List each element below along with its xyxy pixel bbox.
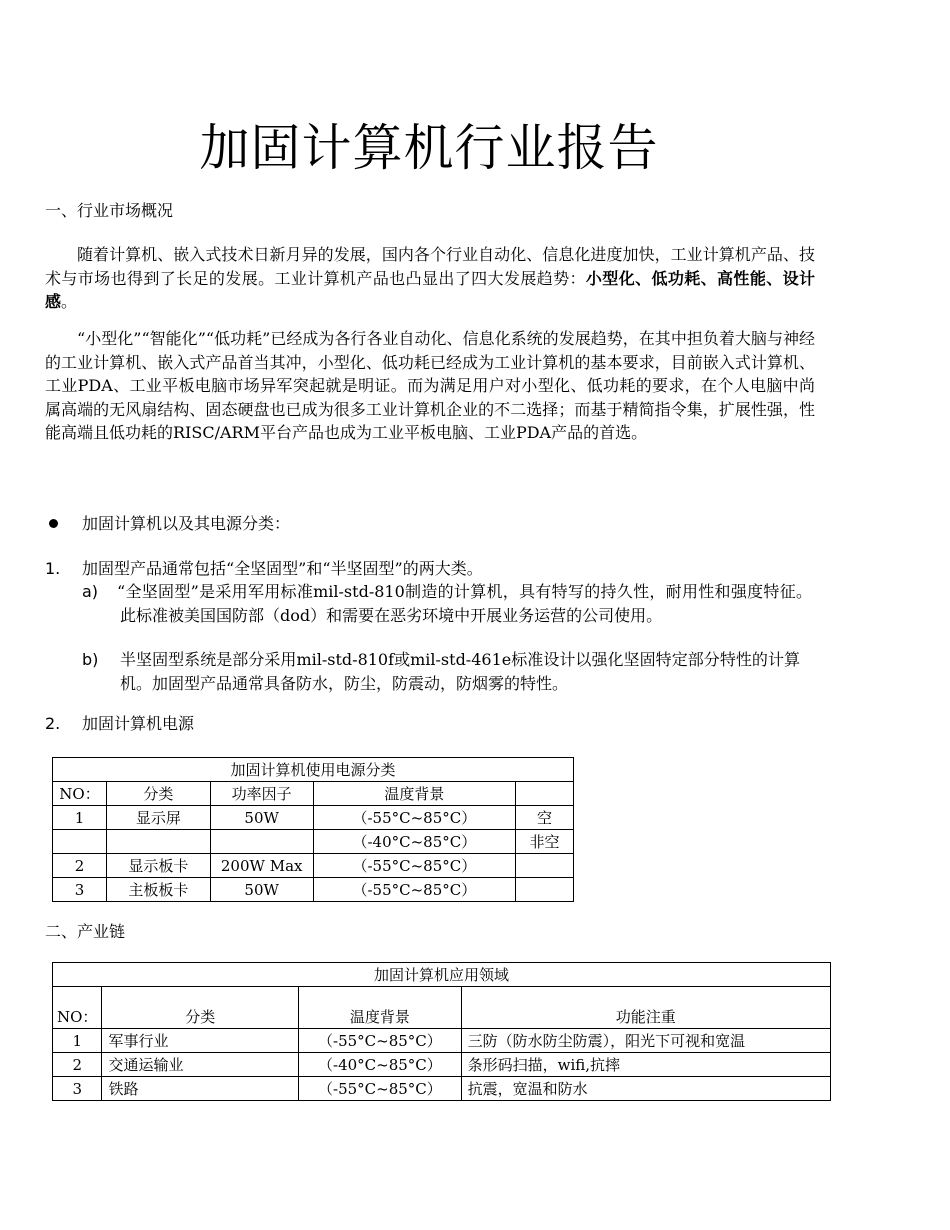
table-cell: 抗震，宽温和防水 xyxy=(461,1077,830,1101)
sublist-item-b: 半坚固型系统是部分采用mil-std-810f或mil-std-461e标准设计以强化坚固特定部分特性的计算机。加固型产品通常具备防水，防尘，防震动，防烟雾的特性。 xyxy=(120,650,800,693)
table-cell: （-55°C~85°C） xyxy=(299,1029,461,1053)
table-cell: （-40°C~85°C） xyxy=(313,830,515,854)
trend-paragraph: “小型化”“智能化”“低功耗”已经成为各行各业自动化、信息化系统的发展趋势，在其中担负着大脑与神经的工业计算机、嵌入式产品首当其冲，小型化、低功耗已经成为工业计算机的基本要求，目前嵌入式计算机、工业PDA、工业平板电脑市场异军突起就是明证。而为满足用户对小型化、低功耗的要求，在个人电脑中尚属高端的无风扇结构、固态硬盘也已成为很多工业计算机企业的不二选择；而基于精简指令集，扩展性强，性能高端且低功耗的RISC/ARM平台产品也成为工业平板电脑、工业PDA产品的首选。 xyxy=(45,329,815,442)
table-cell: 1 xyxy=(53,806,107,830)
table-cell: 交通运输业 xyxy=(102,1053,299,1077)
table-row xyxy=(53,1077,831,1101)
list-item-1: 加固型产品通常包括“全坚固型”和“半坚固型”的两大类。 xyxy=(82,559,483,578)
table-cell xyxy=(516,878,574,902)
application-fields-table xyxy=(52,962,831,1101)
intro-trends-bold: 小型化、低功耗、高性能、设计感 xyxy=(45,268,815,311)
table-cell xyxy=(106,830,210,854)
table-row xyxy=(53,830,574,854)
sublist-item-a: “全坚固型”是采用军用标准mil-std-810制造的计算机，具有特写的持久性，耐用性和强度特征。此标准被美国国防部（dod）和需要在恶劣环境中开展业务运营的公司使用。 xyxy=(117,582,812,625)
table-cell: 铁路 xyxy=(102,1077,299,1101)
table1-header-cell xyxy=(516,782,574,806)
table-cell: 200W Max xyxy=(210,854,313,878)
table2-header-cell: 温度背景 xyxy=(299,987,461,1029)
table-cell: 3 xyxy=(53,1077,102,1101)
intro-text: 随着计算机、嵌入式技术日新月异的发展，国内各个行业自动化、信息化进度加快，工业计算机产品、技术与市场也得到了长足的发展。工业计算机产品也凸显出了四大发展趋势： xyxy=(45,245,815,288)
section2-heading: 二、产业链 xyxy=(45,922,126,941)
table-cell xyxy=(516,854,574,878)
table-row xyxy=(53,878,574,902)
table-cell: 显示板卡 xyxy=(106,854,210,878)
table-cell: 2 xyxy=(53,1053,102,1077)
section1-heading: 一、行业市场概况 xyxy=(45,201,174,220)
table2-header-cell: 分类 xyxy=(102,987,299,1029)
table-cell: 3 xyxy=(53,878,107,902)
table2-caption: 加固计算机应用领域 xyxy=(53,963,831,987)
sublist-label-b: b) xyxy=(82,650,99,669)
table-row xyxy=(53,1053,831,1077)
table1-header-cell: NO： xyxy=(53,782,107,806)
table2-header-cell: NO： xyxy=(53,987,102,1029)
table-cell: 条形码扫描，wifi,抗摔 xyxy=(461,1053,830,1077)
bullet-icon xyxy=(49,519,58,528)
intro-end: 。 xyxy=(61,292,78,311)
table-cell: 显示屏 xyxy=(106,806,210,830)
table-row xyxy=(53,854,574,878)
sublist-label-a: a) xyxy=(82,582,99,601)
table-row xyxy=(53,1029,831,1053)
table-cell: 50W xyxy=(210,806,313,830)
table-cell: 三防（防水防尘防震），阳光下可视和宽温 xyxy=(461,1029,830,1053)
table1-header-cell: 分类 xyxy=(106,782,210,806)
table-cell: （-40°C~85°C） xyxy=(299,1053,461,1077)
table-cell: （-55°C~85°C） xyxy=(299,1077,461,1101)
table-cell xyxy=(53,830,107,854)
table-cell xyxy=(210,830,313,854)
document-title: 加固计算机行业报告 xyxy=(199,119,659,177)
list-item-2: 加固计算机电源 xyxy=(82,714,195,733)
table-cell: （-55°C~85°C） xyxy=(313,878,515,902)
table-cell: 50W xyxy=(210,878,313,902)
list-number-1: 1. xyxy=(45,559,61,578)
table2-header-cell: 功能注重 xyxy=(461,987,830,1029)
table-cell: 非空 xyxy=(516,830,574,854)
table-cell: 主板板卡 xyxy=(106,878,210,902)
table1-caption: 加固计算机使用电源分类 xyxy=(53,758,574,782)
bullet-text: 加固计算机以及其电源分类： xyxy=(82,514,291,533)
table-row xyxy=(53,806,574,830)
table-cell: （-55°C~85°C） xyxy=(313,854,515,878)
table-cell: 军事行业 xyxy=(102,1029,299,1053)
table1-header-cell: 温度背景 xyxy=(313,782,515,806)
intro-paragraph xyxy=(45,243,815,314)
power-classification-table xyxy=(52,757,574,902)
list-number-2: 2. xyxy=(45,714,61,733)
table-cell: 1 xyxy=(53,1029,102,1053)
table-cell: 2 xyxy=(53,854,107,878)
table1-header-cell: 功率因子 xyxy=(210,782,313,806)
table-cell: （-55°C~85°C） xyxy=(313,806,515,830)
table-cell: 空 xyxy=(516,806,574,830)
